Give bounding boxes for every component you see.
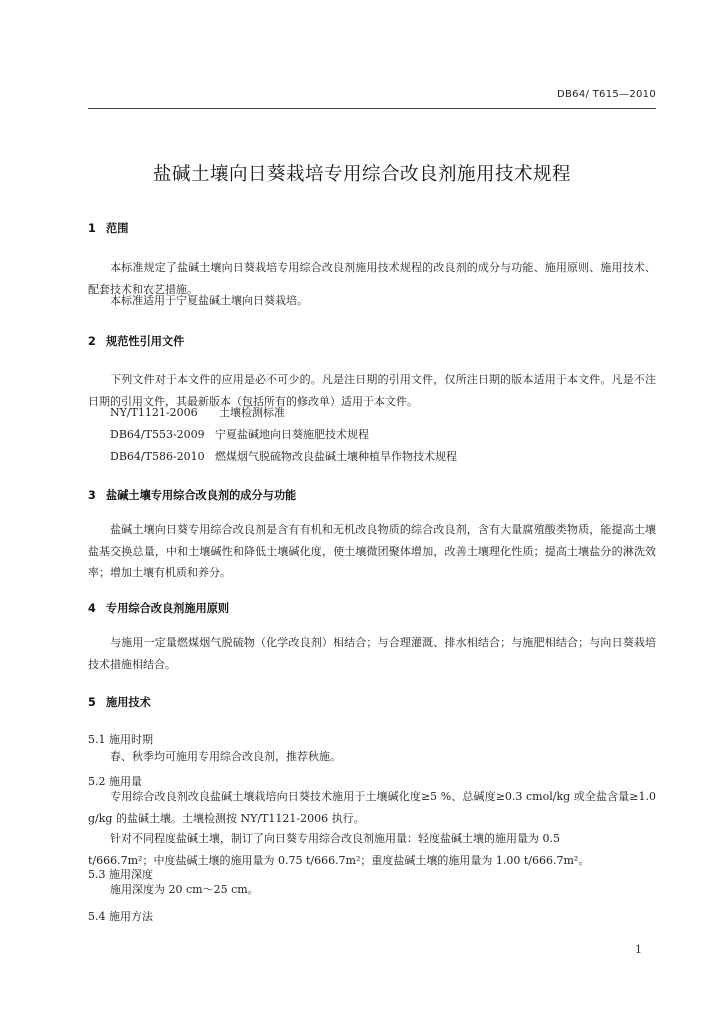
document-title: 盐碱土壤向日葵栽培专用综合改良剂施用技术规程 [152, 164, 571, 185]
reference-code: DB64/T586-2010 [110, 450, 205, 463]
subsection-5-1-heading [88, 731, 153, 747]
section-3-heading [88, 487, 296, 503]
section-4-heading [88, 600, 229, 616]
section-5-heading [88, 694, 151, 710]
reference-name: 土壤检测标准 [219, 406, 285, 419]
subsection-5-3-text: 施用深度为 20 cm～25 cm。 [110, 883, 259, 896]
section-number: 5 [88, 696, 96, 709]
subsection-5-2-text-2b: t/666.7m²；中度盐碱土壤的施用量为 0.75 t/666.7m²；重度盐碱土壤的施用量为 1.00 t/666.7m²。 [88, 854, 590, 867]
subsection-5-1-text: 春、秋季均可施用专用综合改良剂，推荐秋施。 [110, 750, 341, 763]
section-2-paragraph-1: 下列文件对于本文件的应用是必不可少的。凡是注日期的引用文件，仅所注日期的版本适用于本文件。凡是不注日期的引用文件，其最新版本（包括所有的修改单）适用于本文件。 [88, 373, 656, 408]
reference-name: 燃煤烟气脱硫物改良盐碱土壤种植旱作物技术规程 [215, 450, 457, 463]
subsection-5-2-text-2a: 针对不同程度盐碱土壤，制订了向日葵专用综合改良剂施用量：轻度盐碱土壤的施用量为 0.5 [110, 832, 560, 845]
subsection-number: 5.3 [88, 868, 106, 881]
section-title: 施用技术 [106, 696, 151, 709]
reference-code: DB64/T553-2009 [110, 428, 205, 441]
section-number: 2 [88, 335, 96, 348]
section-title: 专用综合改良剂施用原则 [106, 602, 230, 615]
section-title: 规范性引用文件 [106, 335, 185, 348]
section-2-heading [88, 333, 184, 349]
section-title: 盐碱土壤专用综合改良剂的成分与功能 [106, 489, 297, 502]
reference-row [110, 402, 285, 424]
subsection-number: 5.1 [88, 733, 106, 746]
reference-row [110, 424, 369, 446]
header-code: DB64/ T615—2010 [557, 89, 656, 100]
page-number: 1 [635, 943, 642, 956]
subsection-5-2-text-1: 专用综合改良剂改良盐碱土壤栽培向日葵技术施用于土壤碱化度≥5 %、总碱度≥0.3 cmol/kg 或全盐含量≥1.0 g/kg 的盐碱土壤。土壤检测按 NY/T1121-2006 执行。 [88, 790, 656, 825]
subsection-title: 施用方法 [109, 910, 153, 923]
section-number: 4 [88, 602, 96, 615]
section-number: 1 [88, 222, 96, 235]
subsection-5-4-heading [88, 908, 153, 924]
section-1-paragraph-1: 本标准规定了盐碱土壤向日葵栽培专用综合改良剂施用技术规程的改良剂的成分与功能、施用原则、施用技术、配套技术和农艺措施。 [88, 261, 656, 296]
header-rule [88, 108, 656, 109]
subsection-title: 施用时期 [109, 733, 153, 746]
section-title: 范围 [106, 222, 129, 235]
subsection-title: 施用量 [109, 775, 142, 788]
subsection-title: 施用深度 [109, 868, 153, 881]
section-4-paragraph-1: 与施用一定量燃煤烟气脱硫物（化学改良剂）相结合；与合理灌溉、排水相结合；与施肥相结合；与向日葵栽培技术措施相结合。 [88, 636, 656, 671]
subsection-number: 5.4 [88, 910, 106, 923]
subsection-number: 5.2 [88, 775, 106, 788]
section-3-paragraph-1: 盐碱土壤向日葵专用综合改良剂是含有有机和无机改良物质的综合改良剂，含有大量腐殖酸类物质，能提高土壤盐基交换总量，中和土壤碱性和降低土壤碱化度，使土壤微团聚体增加，改善土壤理化性质；提高土壤盐分的淋洗效率；增加土壤有机质和养分。 [88, 523, 656, 580]
section-number: 3 [88, 489, 96, 502]
section-1-paragraph-2: 本标准适用于宁夏盐碱土壤向日葵栽培。 [110, 294, 308, 307]
reference-name: 宁夏盐碱地向日葵施肥技术规程 [215, 428, 369, 441]
reference-code: NY/T1121-2006 [110, 406, 198, 419]
reference-row [110, 446, 457, 468]
section-1-heading [88, 220, 128, 236]
